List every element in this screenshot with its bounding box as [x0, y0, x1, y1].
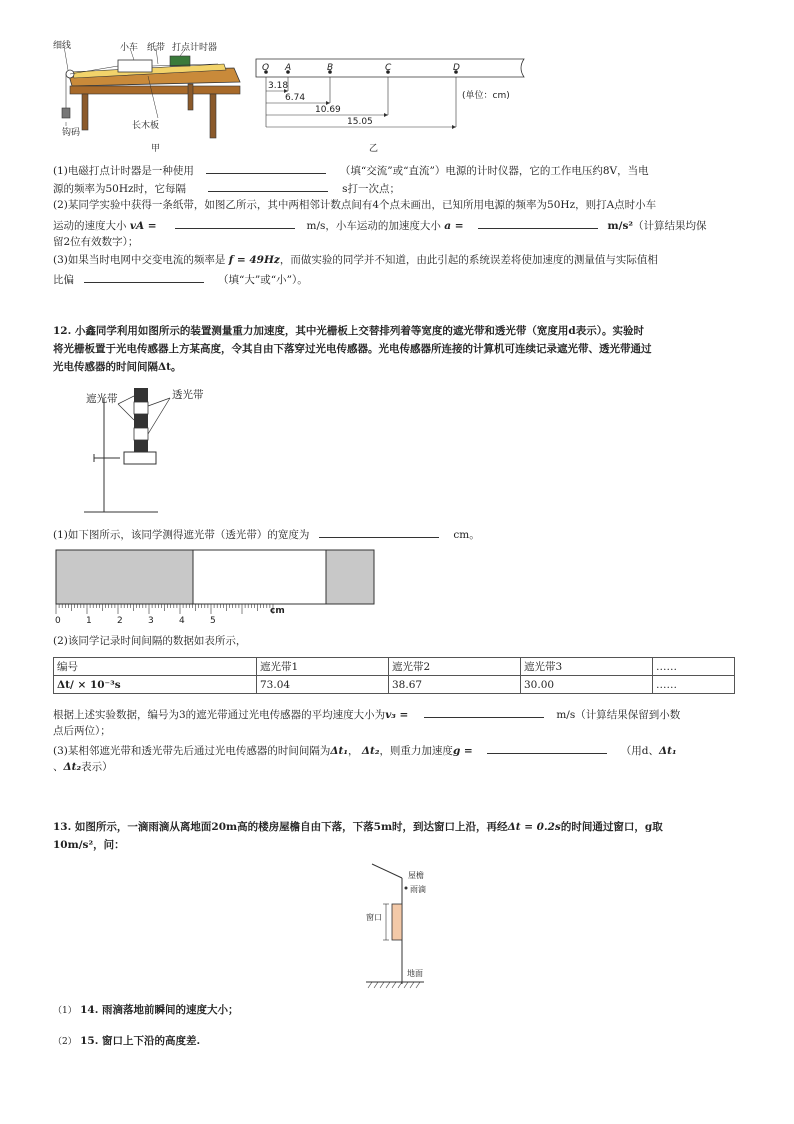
q13-sub1: （1） 14. 雨滴落地前瞬间的速度大小； — [53, 1004, 239, 1016]
q11-line5: 留2位有效数字）； — [53, 236, 139, 248]
q11-line6: (3)如果当时电网中交变电流的频率是 f = 49Hz，而做实验的同学并不知道，由此引起的系统误差将使加速度的测量值与实际值相 — [53, 254, 658, 266]
q12-sub4-line2: 、Δt₂表示） — [53, 761, 113, 773]
caption-jia: 甲 — [151, 144, 161, 154]
q11-line3: (2)某同学实验中获得一条纸带，如图乙所示，其中两相邻计数点间有4个点未画出，已知所用电源的频率为50Hz，则打A点时小车 — [53, 199, 657, 211]
q12-blank-width[interactable] — [319, 526, 439, 538]
q12-sub1: (1)如下图所示，该同学测得遮光带（透光带）的宽度为 cm。 — [53, 526, 480, 542]
tape-unit: (单位：cm) — [462, 91, 510, 101]
label-chuangkou: 窗口 — [366, 913, 382, 922]
tape-point-o: O — [262, 63, 270, 73]
q11-blank-va[interactable] — [175, 217, 295, 229]
ruler-figure — [52, 546, 382, 626]
q13-intro-2: 10m/s²，问： — [53, 839, 125, 851]
table-row — [54, 676, 735, 694]
q11-blank-2[interactable] — [208, 180, 328, 192]
q11-line1: (1)电磁打点计时器是一种使用 （填“交流”或“直流”）电源的计时仪器，它的工作电压约8V，当电 — [53, 162, 649, 178]
label-xiaoche: 小车 — [120, 43, 139, 53]
tape-point-b: B — [327, 63, 334, 73]
tape-dist-4: 15.05 — [347, 117, 373, 127]
q12-sub4-line1: (3)某相邻遮光带和透光带先后通过光电传感器的时间间隔为Δt₁， Δt₂，则重力加速度g = （用d、Δt₁ — [53, 742, 677, 758]
q11-blank-1[interactable] — [206, 162, 326, 174]
ruler-tick-1: 1 — [86, 616, 92, 626]
table-row-label: Δt/ × 10⁻³s — [54, 676, 257, 694]
tape-dist-3: 10.69 — [315, 105, 341, 115]
data-table — [53, 657, 735, 694]
table-header-cell: …… — [653, 658, 735, 676]
ruler-unit: cm — [270, 606, 285, 616]
label-yudi: 雨滴 — [410, 885, 426, 894]
table-cell: 30.00 — [521, 676, 653, 694]
label-touguang: 透光带 — [172, 389, 204, 401]
q12-intro-3: 光电传感器的时间间隔Δt。 — [53, 361, 182, 373]
table-cell: 38.67 — [389, 676, 521, 694]
q11-line4: 运动的速度大小 vA = m/s，小车运动的加速度大小 a = m/s²（计算结果均保 — [53, 217, 707, 233]
ruler-tick-0: 0 — [55, 616, 61, 626]
label-zhidai: 纸带 — [147, 43, 166, 53]
table-cell: 73.04 — [257, 676, 389, 694]
q12-sub3-line1: 根据上述实验数据，编号为3的遮光带通过光电传感器的平均速度大小为v₃ = m/s（计算结果保留到小数 — [53, 706, 680, 722]
caption-yi: 乙 — [369, 144, 379, 154]
label-xixian: 细线 — [53, 41, 72, 51]
q11-line2: 源的频率为50Hz时，它每隔 s打一次点； — [53, 180, 400, 196]
tape-point-a: A — [285, 63, 292, 73]
q11-blank-a[interactable] — [478, 217, 598, 229]
tape-dist-2: 6.74 — [285, 93, 306, 103]
tape-point-c: C — [385, 63, 392, 73]
table-header-row — [54, 658, 735, 676]
ruler-tick-2: 2 — [117, 616, 123, 626]
label-zheguang: 遮光带 — [86, 393, 118, 405]
q12-blank-g[interactable] — [487, 742, 607, 754]
q12-intro-2: 将光栅板置于光电传感器上方某高度，令其自由下落穿过光电传感器。光电传感器所连接的计算机可连续记录遮光带、透光带通过 — [53, 343, 652, 355]
q13-sub2: （2） 15. 窗口上下沿的高度差. — [53, 1035, 201, 1047]
q11-line7: 比偏 （填“大”或“小”）。 — [53, 271, 308, 287]
table-header-cell: 编号 — [54, 658, 257, 676]
tape-dist-1: 3.18 — [268, 81, 289, 91]
tape-point-d: D — [453, 63, 460, 73]
label-wuyan: 屋檐 — [408, 871, 424, 880]
label-gouma: 钩码 — [62, 128, 81, 138]
ruler-tick-5: 5 — [210, 616, 216, 626]
label-dimian: 地面 — [407, 969, 423, 978]
ruler-tick-4: 4 — [179, 616, 185, 626]
label-changmuban: 长木板 — [132, 121, 160, 131]
label-dadian: 打点计时器 — [172, 43, 218, 53]
table-header-cell: 遮光带2 — [389, 658, 521, 676]
q12-blank-v3[interactable] — [424, 706, 544, 718]
q12-intro-1: 12. 小鑫同学利用如图所示的装置测量重力加速度，其中光栅板上交替排列着等宽度的遮光带和透光带（宽度用d表示）。实验时 — [53, 325, 645, 337]
q12-sub2: (2)该同学记录时间间隔的数据如表所示， — [53, 635, 247, 647]
ruler-tick-3: 3 — [148, 616, 154, 626]
q13-intro-1: 13. 如图所示，一滴雨滴从离地面20m高的楼房屋檐自由下落，下落5m时，到达窗口上沿，再经Δt = 0.2s的时间通过窗口，g取 — [53, 821, 663, 833]
table-header-cell: 遮光带3 — [521, 658, 653, 676]
q12-sub3-line2: 点后两位）； — [53, 725, 111, 737]
table-cell: …… — [653, 676, 735, 694]
table-header-cell: 遮光带1 — [257, 658, 389, 676]
q11-blank-3[interactable] — [84, 271, 204, 283]
